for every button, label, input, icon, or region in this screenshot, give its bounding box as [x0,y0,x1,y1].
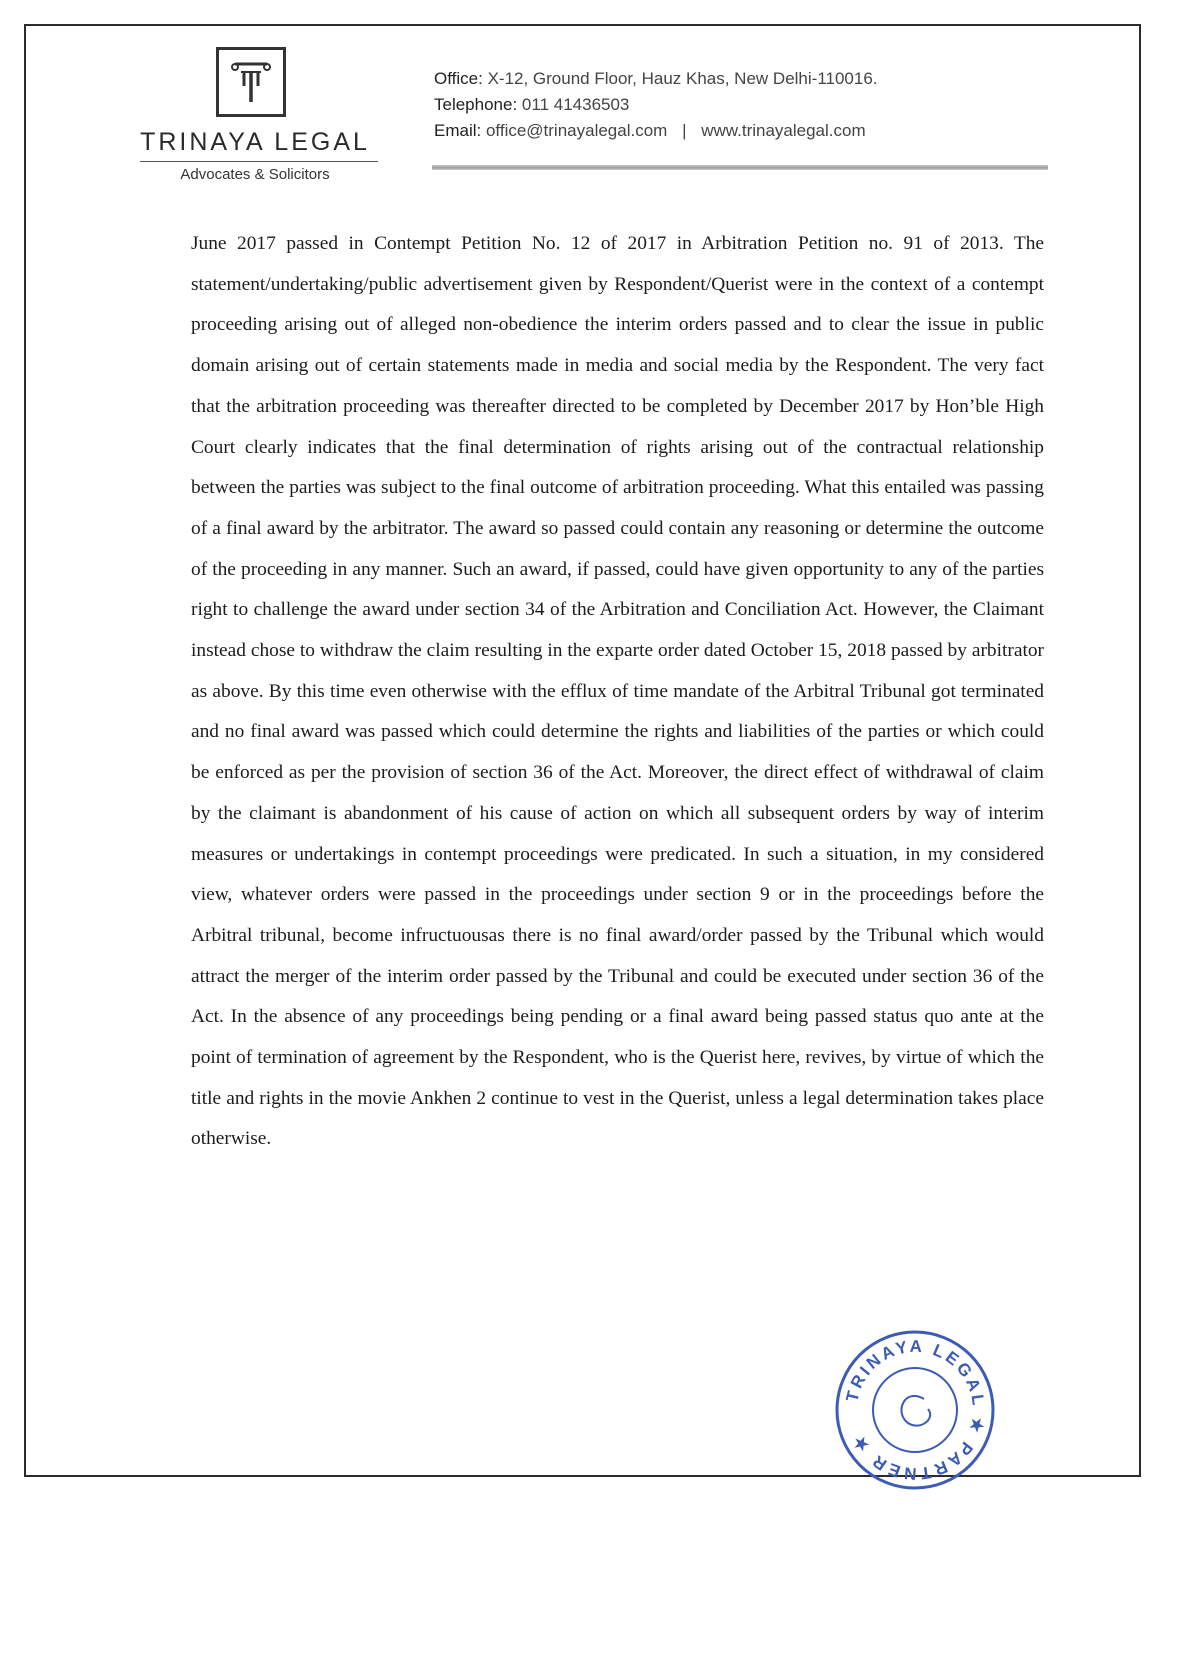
email-line [434,118,878,144]
email-label: Email: [434,121,482,140]
office-address: X-12, Ground Floor, Hauz Khas, New Delhi-110016. [487,69,878,88]
telephone-line [434,92,878,118]
body-paragraph: June 2017 passed in Contempt Petition No. 12 of 2017 in Arbitration Petition no. 91 of 2013. The statement/undertaking/public advertisement given by Respondent/Querist were in the context of a contempt proceeding arising out of alleged non-obedience the interim orders passed and to clear the issue in public domain arising out of certain statements made in media and social media by the Respondent. The very fact that the arbitration proceeding was thereafter directed to be completed by December 2017 by Hon’ble High Court clearly indicates that the final determination of rights arising out of the contractual relationship between the parties was subject to the final outcome of arbitration proceeding. What this entailed was passing of a final award by the arbitrator. The award so passed could contain any reasoning or determine the outcome of the proceeding in any manner. Such an award, if passed, could have given opportunity to any of the parties right to challenge the award under section 34 of the Arbitration and Conciliation Act. However, the Claimant instead chose to withdraw the claim resulting in the exparte order dated October 15, 2018 passed by arbitrator as above. By this time even otherwise with the efflux of time mandate of the Arbitral Tribunal got terminated and no final award was passed which could determine the rights and liabilities of the parties or which could be enforced as per the provision of section 36 of the Act. Moreover, the direct effect of withdrawal of claim by the claimant is abandonment of his cause of action on which all subsequent orders by way of interim measures or undertakings in contempt proceedings were predicated. In such a situation, in my considered view, whatever orders were passed in the proceedings under section 9 or in the proceedings before the Arbitral tribunal, become infructuousas there is no final award/order passed by the Tribunal which would attract the merger of the interim order passed by the Tribunal and could be executed under section 36 of the Act. In the absence of any proceedings being pending or a final award being passed status quo ante at the point of termination of agreement by the Respondent, who is the Querist here, revives, by virtue of which the title and rights in the movie Ankhen 2 continue to vest in the Querist, unless a legal determination takes place otherwise. [191,233,1044,1150]
contact-separator: | [682,121,687,140]
office-label: Office: [434,69,483,88]
office-line [434,66,878,92]
partner-seal-stamp-icon [832,1327,998,1493]
letterhead-divider [432,165,1048,170]
svg-text:TRINAYA LEGAL ★ PARTNER ★: TRINAYA LEGAL ★ PARTNER ★ [842,1336,989,1484]
firm-name: TRINAYA LEGAL [140,128,370,156]
firm-logo-icon [216,47,286,117]
telephone-number: 011 41436503 [521,95,630,114]
contact-block [434,66,878,144]
website-link: www.trinayalegal.com [701,121,866,140]
firm-name-divider [140,161,378,162]
telephone-label: Telephone: [434,95,518,114]
firm-tagline: Advocates & Solicitors [180,166,330,183]
email-address: office@trinayalegal.com [485,121,668,140]
